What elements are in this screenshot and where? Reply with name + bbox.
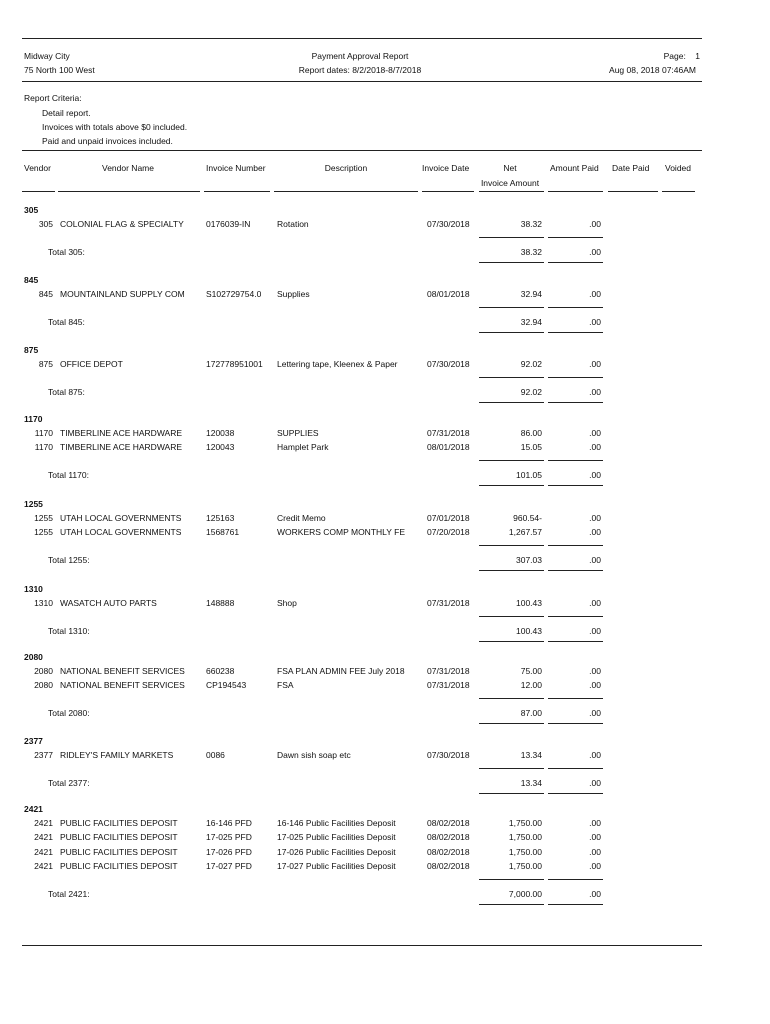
page-indicator [560,51,700,61]
group-total-net: 7,000.00 [508,889,542,900]
group-total-label: Total 1255: [48,555,90,566]
col-description: Description [324,163,368,173]
row-invoice-date: 07/31/2018 [427,428,470,438]
row-description: 17-027 Public Facilities Deposit [277,861,396,872]
col-invoice-date: Invoice Date [422,163,470,173]
row-invoice-date: 08/02/2018 [427,861,470,872]
row-net-amount: 15.05 [520,442,542,453]
total-rule [548,237,603,238]
row-vendor-name: COLONIAL FLAG & SPECIALTY [60,219,184,229]
group-total-label: Total 1170: [48,470,89,481]
row-amount-paid: .00 [589,818,601,828]
group-total-net: 13.34 [520,778,542,788]
vendor-group-id: 1310 [24,584,43,594]
org-name: Midway City [24,51,70,61]
total-underline [479,793,544,794]
total-underline [479,262,544,263]
col-net-amount: Invoice Amount [480,178,540,188]
row-invoice-number: 0176039-IN [206,219,251,229]
row-vendor: 2080 [34,666,53,676]
total-rule [479,237,544,238]
criteria-heading: Report Criteria: [24,93,82,103]
row-invoice-number: 16-146 PFD [206,818,252,828]
row-invoice-number: 17-027 PFD [206,861,252,872]
row-net-amount: 100.43 [516,598,542,608]
col-underline [274,191,418,192]
row-invoice-number: 660238 [206,666,235,676]
row-description: SUPPLIES [277,428,319,438]
row-net-amount: 75.00 [520,666,542,676]
row-description: 17-025 Public Facilities Deposit [277,832,396,843]
row-invoice-date: 08/01/2018 [427,289,470,299]
row-vendor-name: PUBLIC FACILITIES DEPOSIT [60,861,178,872]
row-invoice-date: 07/31/2018 [427,598,470,608]
total-rule [548,616,603,617]
row-invoice-number: 120038 [206,428,235,438]
row-invoice-date: 08/02/2018 [427,832,470,843]
total-rule [479,460,544,461]
total-rule [479,307,544,308]
row-description: Shop [277,598,297,608]
row-vendor-name: TIMBERLINE ACE HARDWARE [60,428,183,438]
total-underline [548,793,603,794]
row-amount-paid: .00 [589,428,601,438]
group-total-label: Total 2080: [48,708,90,719]
total-rule [479,879,544,880]
row-vendor-name: PUBLIC FACILITIES DEPOSIT [60,832,178,843]
row-vendor: 845 [38,289,53,299]
row-vendor: 2421 [34,832,53,843]
row-vendor-name: NATIONAL BENEFIT SERVICES [60,680,185,691]
group-total-label: Total 1310: [48,626,90,636]
group-total-label: Total 305: [48,247,85,257]
total-rule [548,307,603,308]
total-underline [479,402,544,403]
col-vendor-name: Vendor Name [102,163,154,173]
group-total-net: 38.32 [520,247,542,257]
group-total-net: 92.02 [520,387,542,397]
group-total-paid: .00 [589,470,601,481]
bottom-rule [22,945,702,946]
total-underline [548,723,603,724]
row-net-amount: 92.02 [520,359,542,369]
group-total-paid: .00 [589,778,601,788]
row-invoice-number: 172778951001 [206,359,263,369]
row-description: Rotation [277,219,309,229]
row-vendor-name: PUBLIC FACILITIES DEPOSIT [60,818,178,828]
row-invoice-number: 148888 [206,598,235,608]
col-underline [204,191,270,192]
row-invoice-date: 08/02/2018 [427,818,470,828]
row-invoice-date: 08/01/2018 [427,442,470,453]
row-vendor: 875 [38,359,53,369]
row-invoice-date: 07/01/2018 [427,513,470,523]
total-rule [548,698,603,699]
group-total-label: Total 845: [48,317,85,327]
row-description: Lettering tape, Kleenex & Paper [277,359,398,369]
row-description: FSA PLAN ADMIN FEE July 2018 [277,666,405,676]
report-title: Payment Approval Report [311,51,409,61]
total-underline [479,332,544,333]
header-rule [22,81,702,82]
row-description: 16-146 Public Facilities Deposit [277,818,396,828]
row-vendor: 2421 [34,818,53,828]
run-datetime: Aug 08, 2018 07:46AM [609,65,696,75]
row-net-amount: 13.34 [520,750,542,760]
total-underline [479,570,544,571]
col-amount-paid: Amount Paid [550,163,599,173]
row-net-amount: 1,267.57 [508,527,542,538]
total-rule [479,698,544,699]
row-amount-paid: .00 [589,359,601,369]
group-total-label: Total 2421: [48,889,90,900]
row-net-amount: 1,750.00 [508,832,542,843]
top-rule [22,38,702,39]
total-underline [548,485,603,486]
total-rule [548,377,603,378]
total-underline [548,570,603,571]
row-invoice-date: 07/20/2018 [427,527,470,538]
row-amount-paid: .00 [589,750,601,760]
total-underline [479,904,544,905]
row-vendor-name: PUBLIC FACILITIES DEPOSIT [60,846,178,857]
col-underline [22,191,55,192]
group-total-label: Total 2377: [48,778,90,788]
row-invoice-number: 17-026 PFD [206,846,252,857]
group-total-paid: .00 [589,889,601,900]
row-net-amount: 1,750.00 [508,846,542,857]
group-total-net: 307.03 [516,555,542,566]
row-amount-paid: .00 [589,680,601,691]
row-invoice-date: 07/31/2018 [427,666,470,676]
row-amount-paid: .00 [589,527,601,538]
total-rule [548,545,603,546]
total-rule [548,460,603,461]
vendor-group-id: 875 [24,345,39,355]
row-invoice-number: 0086 [206,750,225,760]
total-underline [479,723,544,724]
col-underline [548,191,603,192]
row-description: 17-026 Public Facilities Deposit [277,846,396,857]
row-net-amount: 32.94 [520,289,542,299]
row-net-amount: 1,750.00 [508,861,542,872]
vendor-group-id: 2421 [24,804,43,814]
criteria-line: Detail report. [42,108,91,118]
row-net-amount: 86.00 [520,428,542,438]
row-vendor: 1255 [34,513,53,523]
col-invoice-number: Invoice Number [206,163,266,173]
row-vendor: 305 [38,219,53,229]
row-vendor-name: UTAH LOCAL GOVERNMENTS [60,513,182,523]
page-label: Page: [663,51,686,61]
total-underline [479,641,544,642]
row-invoice-number: 1568761 [206,527,240,538]
vendor-group-id: 1255 [24,499,43,509]
group-total-net: 32.94 [520,317,542,327]
group-total-paid: .00 [589,387,601,397]
row-invoice-number: 120043 [206,442,235,453]
report-dates: Report dates: 8/2/2018-8/7/2018 [298,65,422,75]
row-net-amount: 38.32 [520,219,542,229]
row-description: Dawn sish soap etc [277,750,351,760]
total-underline [548,641,603,642]
row-net-amount: 1,750.00 [508,818,542,828]
row-invoice-date: 07/30/2018 [427,750,470,760]
col-underline [662,191,695,192]
group-total-label: Total 875: [48,387,85,397]
criteria-rule [22,150,702,151]
total-rule [548,879,603,880]
row-vendor-name: MOUNTAINLAND SUPPLY COM [60,289,185,299]
vendor-group-id: 2377 [24,736,43,746]
row-net-amount: 12.00 [520,680,542,691]
row-vendor: 1170 [34,428,53,438]
row-vendor: 2421 [34,861,53,872]
row-invoice-date: 08/02/2018 [427,846,470,857]
org-address: 75 North 100 West [24,65,95,75]
row-vendor: 2080 [34,680,53,691]
page-number: 1 [695,51,700,61]
row-vendor: 2421 [34,846,53,857]
col-underline [479,191,544,192]
total-rule [479,377,544,378]
row-amount-paid: .00 [589,442,601,453]
row-invoice-date: 07/30/2018 [427,359,470,369]
col-underline [422,191,474,192]
group-total-net: 100.43 [516,626,542,636]
row-vendor: 1255 [34,527,53,538]
row-amount-paid: .00 [589,219,601,229]
group-total-paid: .00 [589,247,601,257]
total-rule [479,768,544,769]
group-total-paid: .00 [589,626,601,636]
row-amount-paid: .00 [589,846,601,857]
row-vendor: 1170 [34,442,53,453]
row-description: Credit Memo [277,513,326,523]
group-total-paid: .00 [589,555,601,566]
row-vendor: 2377 [34,750,53,760]
row-vendor: 1310 [34,598,53,608]
row-amount-paid: .00 [589,861,601,872]
group-total-net: 101.05 [516,470,542,481]
row-description: WORKERS COMP MONTHLY FE [277,527,405,538]
row-vendor-name: RIDLEY'S FAMILY MARKETS [60,750,174,760]
row-invoice-date: 07/30/2018 [427,219,470,229]
row-vendor-name: WASATCH AUTO PARTS [60,598,157,608]
row-amount-paid: .00 [589,598,601,608]
row-vendor-name: OFFICE DEPOT [60,359,123,369]
total-rule [479,616,544,617]
row-invoice-number: 17-025 PFD [206,832,252,843]
total-rule [479,545,544,546]
row-amount-paid: .00 [589,666,601,676]
row-invoice-number: 125163 [206,513,235,523]
total-underline [479,485,544,486]
total-underline [548,262,603,263]
col-net: Net [503,163,517,173]
group-total-net: 87.00 [520,708,542,719]
row-invoice-number: CP194543 [206,680,247,691]
col-underline [58,191,200,192]
row-amount-paid: .00 [589,832,601,843]
group-total-paid: .00 [589,317,601,327]
row-amount-paid: .00 [589,289,601,299]
total-underline [548,332,603,333]
criteria-line: Paid and unpaid invoices included. [42,136,173,146]
group-total-paid: .00 [589,708,601,719]
row-net-amount: 960.54- [513,513,542,523]
row-invoice-number: S102729754.0 [206,289,262,299]
vendor-group-id: 2080 [24,652,43,662]
row-invoice-date: 07/31/2018 [427,680,470,691]
total-rule [548,768,603,769]
row-description: Supplies [277,289,310,299]
col-vendor: Vendor [24,163,51,173]
row-description: Hamplet Park [277,442,329,453]
vendor-group-id: 305 [24,205,39,215]
row-vendor-name: UTAH LOCAL GOVERNMENTS [60,527,182,538]
total-underline [548,904,603,905]
col-voided: Voided [665,163,691,173]
vendor-group-id: 1170 [24,414,43,424]
row-vendor-name: NATIONAL BENEFIT SERVICES [60,666,185,676]
row-description: FSA [277,680,294,691]
criteria-line: Invoices with totals above $0 included. [42,122,188,132]
col-underline [608,191,658,192]
vendor-group-id: 845 [24,275,39,285]
row-amount-paid: .00 [589,513,601,523]
total-underline [548,402,603,403]
row-vendor-name: TIMBERLINE ACE HARDWARE [60,442,183,453]
col-date-paid: Date Paid [612,163,650,173]
